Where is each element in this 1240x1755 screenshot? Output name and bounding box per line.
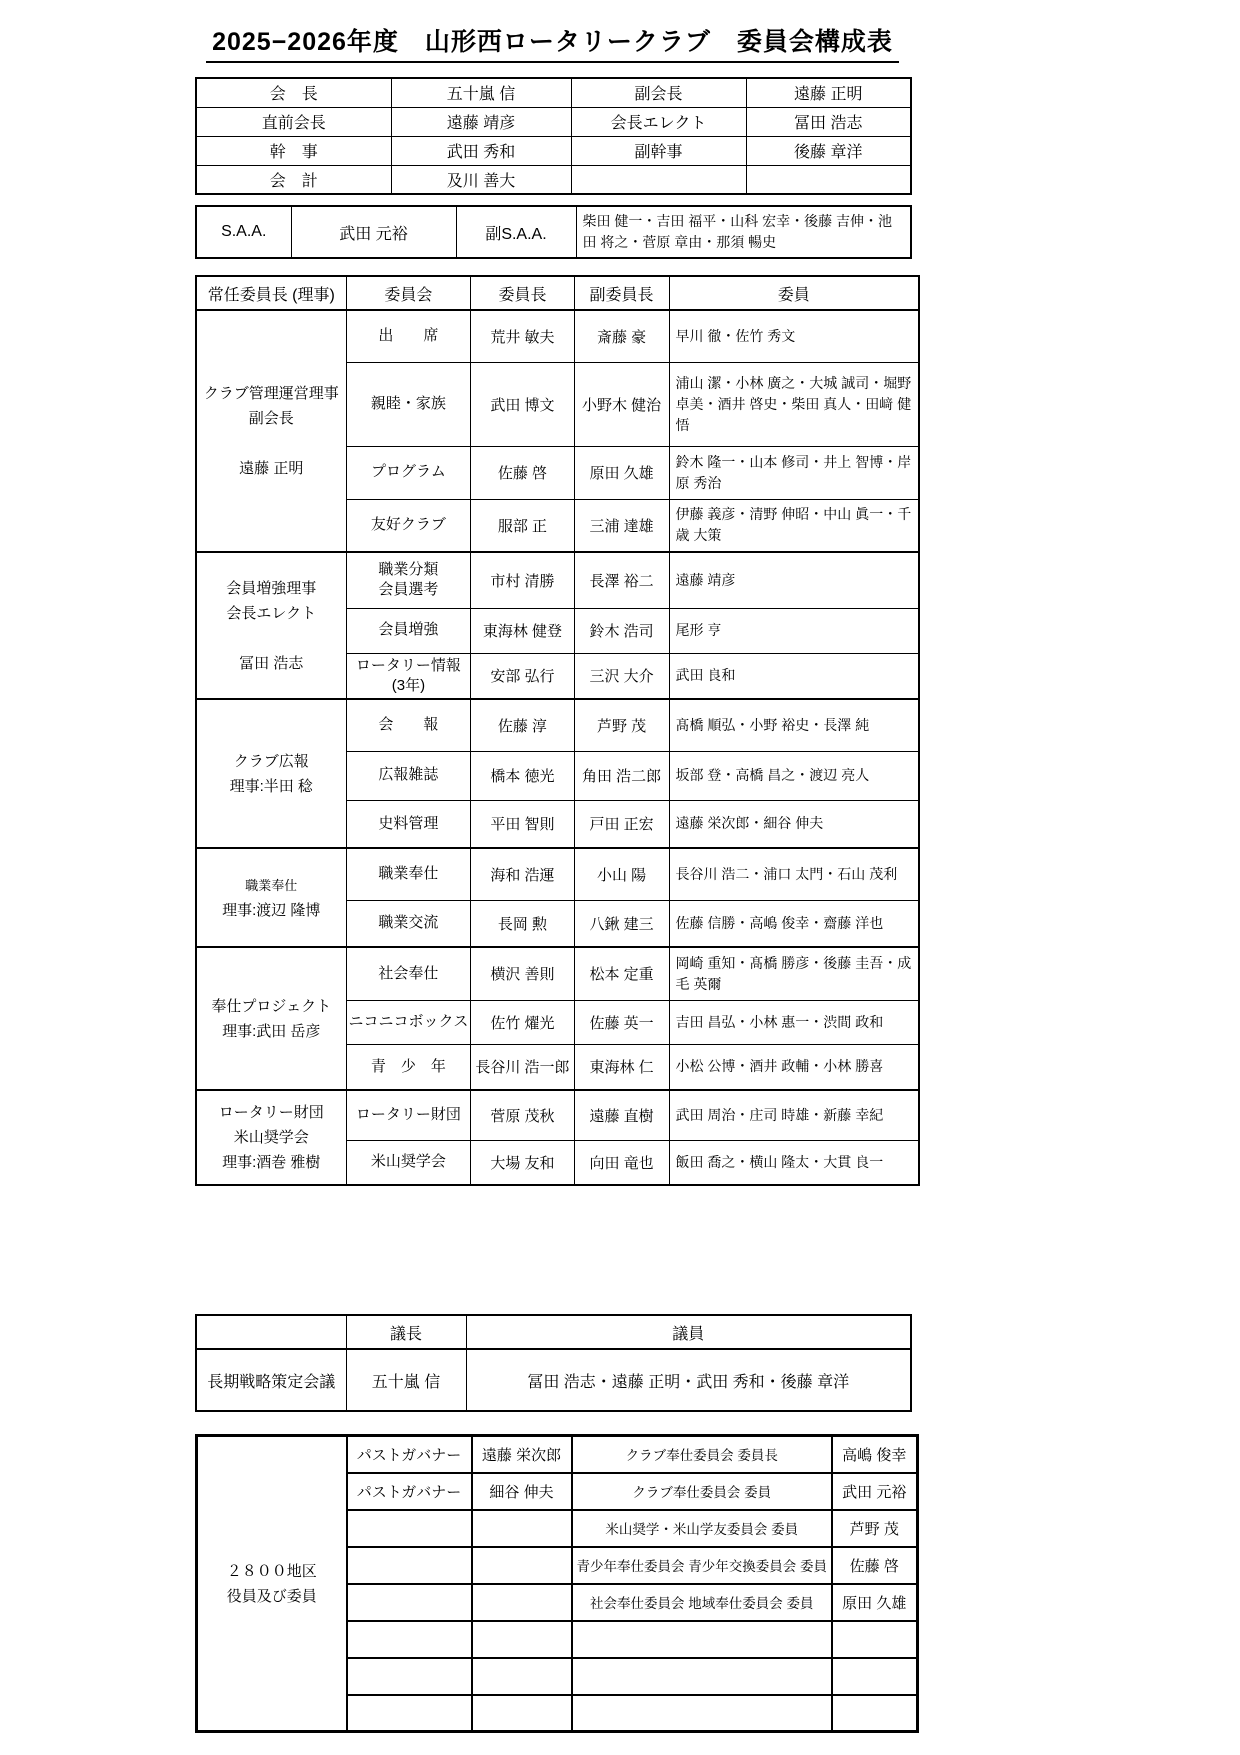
district-committee-cell: [572, 1658, 833, 1695]
table-row: [197, 1436, 918, 1473]
vice-chairman-cell: 八鍬 建三: [574, 900, 669, 947]
district-role-cell: [347, 1621, 472, 1658]
committee-name-cell: [346, 1140, 471, 1185]
saa-label-cell: S.A.A.: [196, 206, 291, 258]
vice-chairman-cell: 松本 定重: [574, 947, 669, 1000]
district-member-cell: [832, 1695, 917, 1732]
officer-name-cell: 冨田 浩志: [746, 107, 911, 136]
members-cell: 髙橋 順弘・小野 裕史・長澤 純: [669, 699, 919, 751]
district-name-cell: [472, 1621, 572, 1658]
members-cell: 伊藤 義彦・清野 伸昭・中山 眞一・千歳 大策: [669, 499, 919, 552]
chairman-cell: 東海林 健登: [471, 608, 574, 653]
chairman-cell: 長谷川 浩一郎: [471, 1044, 574, 1090]
district-role-cell: パストガバナー: [347, 1473, 472, 1510]
group-label-line: 理事:酒巻 雅樹: [222, 1154, 321, 1171]
group-label-line: 理事:半田 稔: [229, 777, 313, 795]
district-committee-cell: [572, 1695, 833, 1732]
officer-name-cell: 遠藤 正明: [746, 78, 911, 107]
table-header-row: [196, 1315, 911, 1349]
committee-name-cell: [346, 699, 471, 751]
chairman-cell: 横沢 善則: [471, 947, 574, 1000]
table-row: [196, 1349, 911, 1411]
district-label-cell: [197, 1436, 347, 1732]
members-cell: 早川 徹・佐竹 秀文: [669, 310, 919, 362]
district-name-cell: 遠藤 栄次郎: [472, 1436, 572, 1473]
group-label-line: クラブ広報: [233, 752, 309, 770]
committee-name-cell: [346, 1044, 471, 1090]
committee-name-line: 会員選考: [378, 581, 439, 599]
vice-chairman-cell: 三浦 達雄: [574, 499, 669, 552]
district-member-cell: [832, 1658, 917, 1695]
group-label-club-management: [196, 310, 346, 552]
committee-name-line: 社会奉仕: [378, 964, 439, 982]
officer-title-cell: 会 計: [196, 165, 391, 194]
saa-members-cell: 柴田 健一・吉田 福平・山科 宏幸・後藤 吉伸・池田 将之・菅原 章由・那須 暢史: [576, 206, 911, 258]
members-cell: 遠藤 栄次郎・細谷 伸夫: [669, 800, 919, 848]
council-header-chair: 議長: [346, 1315, 466, 1349]
table-row: [196, 78, 911, 107]
vice-chairman-cell: 遠藤 直樹: [574, 1090, 669, 1140]
officer-title-cell: 副幹事: [571, 136, 746, 165]
council-label-cell: 長期戦略策定会議: [196, 1349, 346, 1411]
officer-name-cell: 後藤 章洋: [746, 136, 911, 165]
officer-name-cell: 遠藤 靖彦: [391, 107, 571, 136]
members-cell: 長谷川 浩二・浦口 太門・石山 茂利: [669, 848, 919, 900]
district-member-cell: 佐藤 啓: [832, 1547, 917, 1584]
chairman-cell: 佐竹 燿光: [471, 1000, 574, 1044]
committee-name-line: ニコニコボックス: [348, 1012, 469, 1030]
group-label-line: 冨田 浩志: [239, 654, 304, 672]
vice-chairman-cell: 東海林 仁: [574, 1044, 669, 1090]
vice-chairman-cell: 小野木 健治: [574, 362, 669, 446]
group-label-line: 奉仕プロジェクト: [211, 997, 332, 1015]
group-label-rotary-foundation: [196, 1090, 346, 1185]
district-role-cell: パストガバナー: [347, 1436, 472, 1473]
table-header-row: [196, 276, 919, 310]
chairman-cell: 海和 浩運: [471, 848, 574, 900]
table-row: [196, 552, 919, 608]
district-member-cell: 原田 久雄: [832, 1584, 917, 1621]
committee-name-line: 親睦・家族: [370, 394, 446, 412]
members-cell: 浦山 潔・小林 廣之・大城 誠司・堀野 卓美・酒井 啓史・柴田 真人・田﨑 健悟: [669, 362, 919, 446]
members-cell: 武田 周治・庄司 時雄・新藤 幸紀: [669, 1090, 919, 1140]
officers-table: [195, 77, 912, 195]
group-label-line: 会長エレクト: [226, 604, 317, 622]
vice-chairman-cell: 芦野 茂: [574, 699, 669, 751]
officer-title-cell: 会長エレクト: [571, 107, 746, 136]
committee-name-cell: [346, 608, 471, 653]
vice-chairman-cell: 三沢 大介: [574, 653, 669, 699]
saa-table: [195, 205, 912, 259]
officer-name-cell: 五十嵐 信: [391, 78, 571, 107]
district-role-cell: [347, 1547, 472, 1584]
group-label-line: 理事:武田 岳彦: [222, 1022, 321, 1040]
members-cell: 飯田 喬之・横山 隆太・大貫 良一: [669, 1140, 919, 1185]
saa-name-cell: 武田 元裕: [291, 206, 456, 258]
committee-name-line: (3年): [391, 676, 426, 694]
vice-chairman-cell: 戸田 正宏: [574, 800, 669, 848]
district-role-cell: [347, 1510, 472, 1547]
members-cell: 尾形 亨: [669, 608, 919, 653]
officer-name-cell: 武田 秀和: [391, 136, 571, 165]
table-row: [196, 699, 919, 751]
group-label-vocational-service: [196, 848, 346, 947]
chairman-cell: 服部 正: [471, 499, 574, 552]
vice-chairman-cell: 斎藤 豪: [574, 310, 669, 362]
chairman-cell: 安部 弘行: [471, 653, 574, 699]
chairman-cell: 市村 清勝: [471, 552, 574, 608]
table-row: [196, 848, 919, 900]
committee-name-line: 職業交流: [378, 914, 439, 932]
table-row: [196, 1090, 919, 1140]
chairman-cell: 佐藤 淳: [471, 699, 574, 751]
district-name-cell: [472, 1658, 572, 1695]
district-committee-cell: 米山奨学・米山学友委員会 委員: [572, 1510, 833, 1547]
chairman-cell: 平田 智則: [471, 800, 574, 848]
vice-chairman-cell: 鈴木 浩司: [574, 608, 669, 653]
committee-name-line: 職業奉仕: [378, 865, 439, 883]
committee-name-line: 友好クラブ: [370, 516, 446, 534]
group-label-line: 遠藤 正明: [239, 460, 304, 477]
group-label-line: ロータリー財団: [218, 1104, 324, 1121]
chairman-cell: 大場 友和: [471, 1140, 574, 1185]
district-committee-cell: クラブ奉仕委員会 委員長: [572, 1436, 833, 1473]
members-cell: 岡崎 重知・髙橋 勝彦・後藤 圭吾・成毛 英爾: [669, 947, 919, 1000]
officer-title-cell: [571, 165, 746, 194]
district-name-cell: [472, 1695, 572, 1732]
committee-name-line: 出 席: [378, 327, 439, 345]
chairman-cell: 橋本 徳光: [471, 751, 574, 800]
members-cell: 吉田 昌弘・小林 惠一・渋間 政和: [669, 1000, 919, 1044]
group-label-line: クラブ管理運営理事: [203, 385, 339, 402]
district-name-cell: [472, 1510, 572, 1547]
committee-table: [195, 275, 920, 1186]
committee-name-line: 青 少 年: [370, 1057, 446, 1075]
district-role-cell: [347, 1658, 472, 1695]
members-cell: 遠藤 靖彦: [669, 552, 919, 608]
committee-name-line: 広報雑誌: [378, 766, 439, 784]
committee-name-line: 史料管理: [378, 814, 439, 832]
group-label-line: 副会長: [248, 410, 294, 427]
committee-name-line: 職業分類: [378, 561, 439, 578]
officer-name-cell: [746, 165, 911, 194]
committee-name-cell: [346, 362, 471, 446]
district-label-line: 役員及び委員: [226, 1587, 317, 1605]
chairman-cell: 菅原 茂秋: [471, 1090, 574, 1140]
committee-name-cell: [346, 310, 471, 362]
district-member-cell: [832, 1621, 917, 1658]
vice-saa-label-cell: 副S.A.A.: [456, 206, 576, 258]
committee-name-line: 会 報: [378, 716, 439, 734]
district-name-cell: [472, 1547, 572, 1584]
district-member-cell: 武田 元裕: [832, 1473, 917, 1510]
district-name-cell: 細谷 伸夫: [472, 1473, 572, 1510]
table-row: [196, 310, 919, 362]
table-row: [196, 136, 911, 165]
header-members: 委員: [669, 276, 919, 310]
members-cell: 坂部 登・高橋 昌之・渡辺 亮人: [669, 751, 919, 800]
district-committee-cell: 青少年奉仕委員会 青少年交換委員会 委員: [572, 1547, 833, 1584]
members-cell: 鈴木 隆一・山本 修司・井上 智博・岸原 秀治: [669, 446, 919, 499]
table-row: [196, 107, 911, 136]
district-committee-cell: 社会奉仕委員会 地域奉仕委員会 委員: [572, 1584, 833, 1621]
council-members-cell: 冨田 浩志・遠藤 正明・武田 秀和・後藤 章洋: [466, 1349, 911, 1411]
committee-name-line: プログラム: [371, 463, 446, 481]
district-name-cell: [472, 1584, 572, 1621]
group-label-line: [201, 626, 342, 651]
group-label-membership: [196, 552, 346, 699]
chairman-cell: 長岡 勲: [471, 900, 574, 947]
group-label-line: [201, 431, 342, 456]
district-member-cell: 芦野 茂: [832, 1510, 917, 1547]
group-label-line: 米山奨学会: [233, 1129, 309, 1146]
chairman-cell: 荒井 敏夫: [471, 310, 574, 362]
title-container: [195, 0, 910, 63]
header-committee: 委員会: [346, 276, 471, 310]
committee-name-cell: [346, 848, 471, 900]
vice-chairman-cell: 佐藤 英一: [574, 1000, 669, 1044]
vice-chairman-cell: 長澤 裕二: [574, 552, 669, 608]
members-cell: 武田 良和: [669, 653, 919, 699]
council-header-members: 議員: [466, 1315, 911, 1349]
district-committee-cell: [572, 1621, 833, 1658]
table-row: [196, 947, 919, 1000]
chairman-cell: 佐藤 啓: [471, 446, 574, 499]
group-label-line: 理事:渡辺 隆博: [222, 901, 321, 919]
district-role-cell: [347, 1695, 472, 1732]
officer-name-cell: 及川 善大: [391, 165, 571, 194]
district-committee-cell: クラブ奉仕委員会 委員: [572, 1473, 833, 1510]
vice-chairman-cell: 原田 久雄: [574, 446, 669, 499]
committee-name-line: ロータリー財団: [355, 1106, 461, 1124]
officer-title-cell: 幹 事: [196, 136, 391, 165]
strategy-council-table: [195, 1314, 912, 1412]
committee-name-cell: [346, 1090, 471, 1140]
committee-name-line: 会員増強: [378, 621, 439, 639]
group-label-service-projects: [196, 947, 346, 1090]
chairman-cell: 武田 博文: [471, 362, 574, 446]
district-member-cell: 高嶋 俊幸: [832, 1436, 917, 1473]
committee-name-cell: [346, 499, 471, 552]
table-row: [196, 165, 911, 194]
district-table: [195, 1434, 919, 1733]
members-cell: 佐藤 信勝・高嶋 俊幸・齋藤 洋也: [669, 900, 919, 947]
council-header-blank: [196, 1315, 346, 1349]
group-label-public-relations: [196, 699, 346, 848]
committee-name-line: 米山奨学会: [370, 1153, 446, 1171]
header-vice-chairman: 副委員長: [574, 276, 669, 310]
header-standing-chair: 常任委員長 (理事): [196, 276, 346, 310]
officer-title-cell: 直前会長: [196, 107, 391, 136]
group-label-line: 職業奉仕: [245, 877, 298, 893]
committee-name-cell: [346, 947, 471, 1000]
members-cell: 小松 公博・酒井 政輔・小林 勝喜: [669, 1044, 919, 1090]
committee-name-cell: [346, 653, 471, 699]
page-title: 2025−2026年度 山形西ロータリークラブ 委員会構成表: [206, 22, 899, 63]
group-label-line: 会員増強理事: [226, 579, 317, 597]
committee-name-cell: [346, 751, 471, 800]
header-chairman: 委員長: [471, 276, 574, 310]
committee-name-cell: [346, 552, 471, 608]
committee-name-cell: [346, 1000, 471, 1044]
vice-chairman-cell: 角田 浩二郎: [574, 751, 669, 800]
committee-name-cell: [346, 800, 471, 848]
committee-name-cell: [346, 900, 471, 947]
committee-name-cell: [346, 446, 471, 499]
officer-title-cell: 副会長: [571, 78, 746, 107]
vice-chairman-cell: 小山 陽: [574, 848, 669, 900]
officer-title-cell: 会 長: [196, 78, 391, 107]
council-chair-cell: 五十嵐 信: [346, 1349, 466, 1411]
district-role-cell: [347, 1584, 472, 1621]
table-row: [196, 206, 911, 258]
committee-name-line: ロータリー情報: [355, 656, 461, 674]
district-label-line: ２８００地区: [226, 1562, 317, 1580]
vice-chairman-cell: 向田 竜也: [574, 1140, 669, 1185]
